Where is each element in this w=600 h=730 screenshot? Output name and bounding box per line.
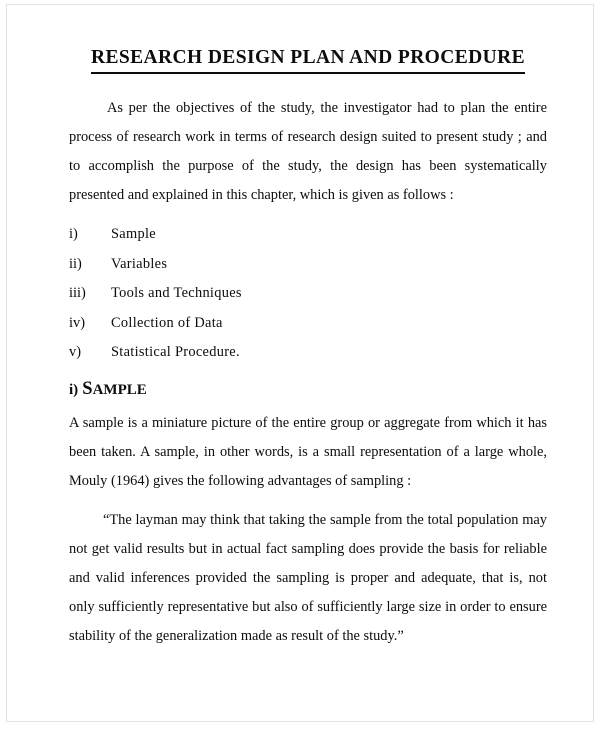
list-item-marker: iii) (69, 285, 86, 301)
list-item (69, 279, 547, 309)
outline-list (69, 220, 547, 368)
list-item-label: Tools and Techniques (111, 285, 242, 301)
section-heading-initial: S (82, 378, 93, 399)
list-item-marker: v) (69, 344, 81, 360)
sample-body-paragraph: A sample is a miniature picture of the entire group or aggregate from which it has been taken. A sample, in other words, is a small representation of a large whole, Mouly (1964) gives the following advantages of sampling : (69, 414, 547, 489)
section-heading-sample (69, 376, 547, 403)
list-item-marker: i) (69, 226, 78, 242)
list-item-marker: ii) (69, 255, 82, 272)
sample-quotation-block (69, 506, 547, 651)
list-item-label: Collection of Data (111, 314, 223, 331)
list-item-label: Variables (111, 255, 168, 272)
list-item (69, 309, 547, 339)
page-title-container (69, 47, 547, 78)
section-heading-marker: i) (69, 381, 79, 398)
document-content (69, 47, 547, 651)
sample-quotation: “The layman may think that taking the sample from the total population may not get valid results but in actual fact sampling does provide the basis for reliable and valid inferences provided the sampling is proper and adequate, that is, not only sufficiently representative but also of sufficiently large size in order to ensure stability of the generalization made as result of the study.” (69, 511, 547, 644)
list-item (69, 250, 547, 280)
list-item-label: Sample (111, 226, 156, 242)
list-item (69, 220, 547, 250)
page-title: RESEARCH DESIGN PLAN AND PROCEDURE (91, 47, 525, 74)
intro-paragraph-block (69, 94, 547, 210)
list-item-label: Statistical Procedure. (111, 344, 240, 360)
sample-body-block (69, 409, 547, 496)
list-item-marker: iv) (69, 314, 85, 331)
document-page (6, 4, 594, 722)
list-item (69, 338, 547, 368)
section-heading-rest: AMPLE (92, 381, 147, 398)
intro-paragraph: As per the objectives of the study, the investigator had to plan the entire process of research work in terms of research design suited to present study ; and to accomplish the purpose of the study, the design has been systematically presented and explained in this chapter, which is given as follows : (69, 100, 547, 203)
